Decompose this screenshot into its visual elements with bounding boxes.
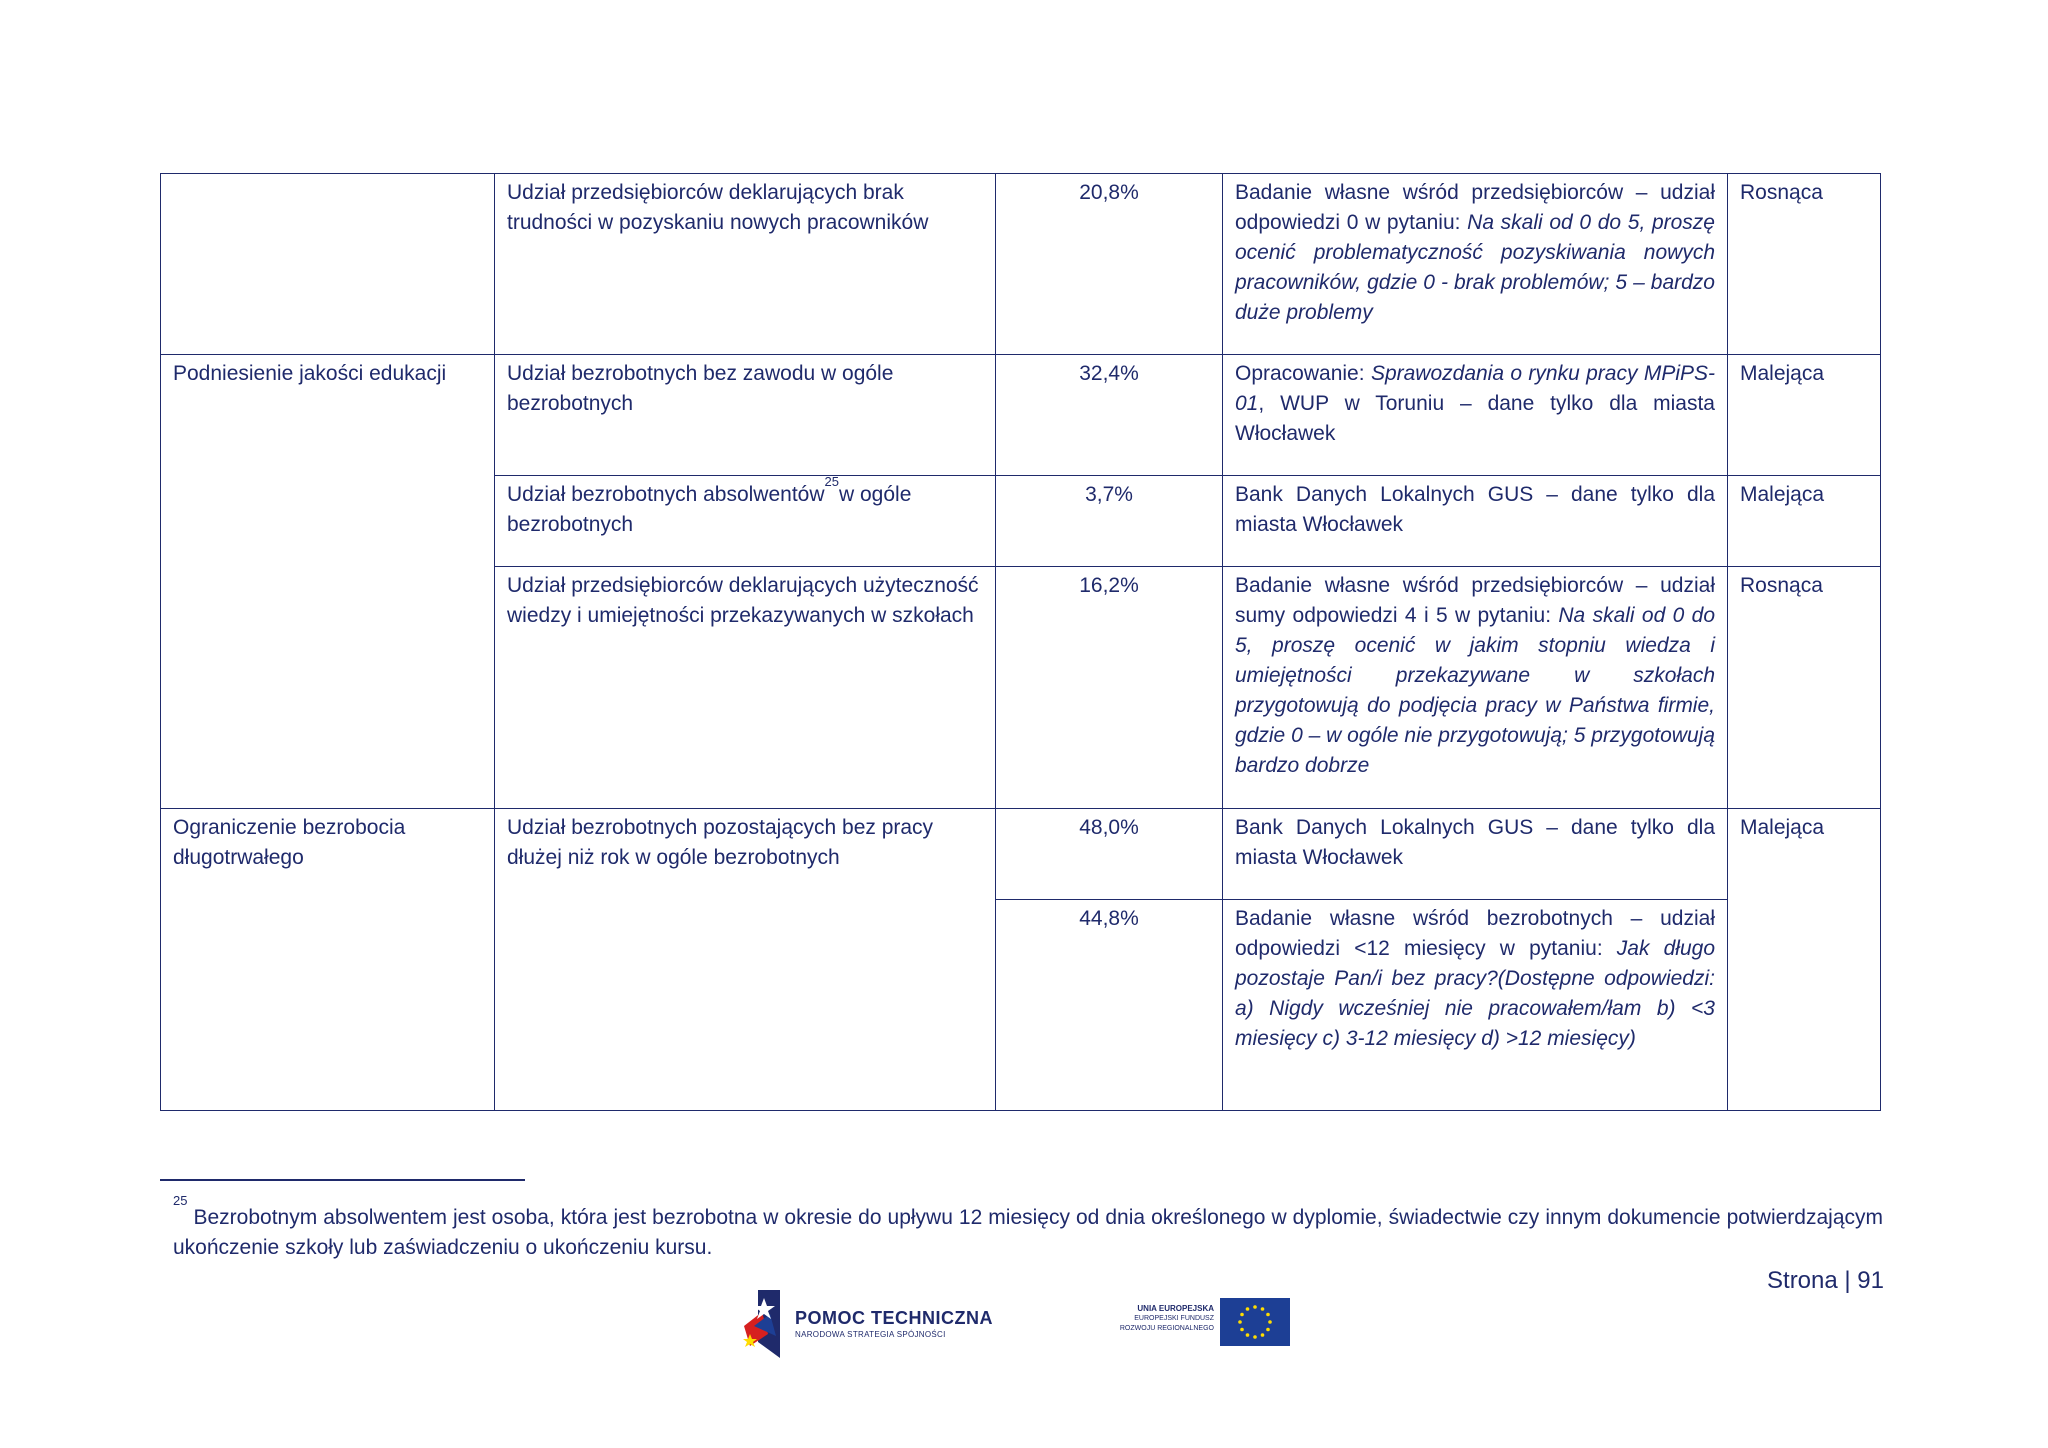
indicator-cell: Udział przedsiębiorców deklarujących użyteczność wiedzy i umiejętności przekazywanych w szkołach — [495, 567, 996, 809]
eu-star-icon — [1261, 1307, 1265, 1311]
eu-logo-line2: EUROPEJSKI FUNDUSZ — [1134, 1315, 1214, 1322]
source-text: Badanie własne wśród przedsiębiorców – udział odpowiedzi 0 w pytaniu: — [1235, 181, 1715, 234]
eu-logo-line1: UNIA EUROPEJSKA — [1137, 1304, 1214, 1313]
trend-cell: Malejąca — [1728, 355, 1881, 476]
eu-star-icon — [1246, 1333, 1250, 1337]
eu-star-icon — [1268, 1320, 1272, 1324]
source-cell — [1223, 900, 1728, 1111]
footnote-ref[interactable]: 25 — [824, 474, 839, 489]
goal-cell: Podniesienie jakości edukacji — [161, 355, 495, 809]
value-cell: 20,8% — [996, 174, 1223, 355]
source-question: Jak długo pozostaje Pan/i bez pracy?(Dostępne odpowiedzi: a) Nigdy wcześniej nie pracowałem/łam b) <3 miesięcy c) 3-12 miesięcy d) >12 miesięcy) — [1235, 937, 1715, 1050]
value-cell: 3,7% — [996, 476, 1223, 567]
source-text: , WUP w Toruniu – dane tylko dla miasta Włocławek — [1235, 392, 1715, 445]
eu-star-icon — [1266, 1313, 1270, 1317]
trend-cell: Malejąca — [1728, 476, 1881, 567]
footnote-number: 25 — [173, 1193, 188, 1208]
table-row — [161, 809, 1881, 900]
footnote-text: Bezrobotnym absolwentem jest osoba, która jest bezrobotna w okresie do upływu 12 miesięcy od dnia określonego w dyplomie, świadectwie czy innym dokumencie potwierdzającym ukończenie szkoły lub zaświadczeniu o ukończeniu kursu. — [173, 1206, 1884, 1259]
value-cell: 44,8% — [996, 900, 1223, 1111]
source-text: Opracowanie: — [1235, 362, 1371, 385]
eu-star-icon — [1240, 1313, 1244, 1317]
trend-cell: Rosnąca — [1728, 567, 1881, 809]
eu-star-icon — [1261, 1333, 1265, 1337]
indicator-cell: Udział przedsiębiorców deklarujących brak trudności w pozyskaniu nowych pracowników — [495, 174, 996, 355]
indicator-text: Udział bezrobotnych absolwentów — [507, 483, 825, 506]
trend-cell: Rosnąca — [1728, 174, 1881, 355]
indicator-text: w ogóle bezrobotnych — [507, 483, 912, 536]
page-number: Strona | 91 — [1767, 1267, 1884, 1294]
source-report: Sprawozdania o rynku pracy MPiPS-01 — [1235, 362, 1716, 415]
eu-star-icon — [1238, 1320, 1242, 1324]
goal-cell-empty — [161, 174, 495, 355]
source-cell: Bank Danych Lokalnych GUS – dane tylko dla miasta Włocławek — [1223, 476, 1728, 567]
eu-logo — [1090, 1298, 1290, 1348]
indicator-cell — [495, 476, 996, 567]
value-cell: 48,0% — [996, 809, 1223, 900]
pomoc-techniczna-logo — [740, 1286, 1000, 1362]
source-cell — [1223, 567, 1728, 809]
source-cell — [1223, 355, 1728, 476]
pomoc-techniczna-emblem-icon — [740, 1286, 788, 1362]
value-cell: 16,2% — [996, 567, 1223, 809]
source-text: Badanie własne wśród przedsiębiorców – udział sumy odpowiedzi 4 i 5 w pytaniu: — [1235, 574, 1715, 627]
eu-star-icon — [1253, 1335, 1257, 1339]
eu-star-icon — [1253, 1305, 1257, 1309]
value-cell: 32,4% — [996, 355, 1223, 476]
source-cell: Bank Danych Lokalnych GUS – dane tylko dla miasta Włocławek — [1223, 809, 1728, 900]
table-row — [161, 355, 1881, 476]
source-question: Na skali od 0 do 5, proszę ocenić problematyczność pozyskiwania nowych pracowników, gdzie 0 - brak problemów; 5 – bardzo duże problemy — [1235, 211, 1715, 324]
eu-flag-icon — [1220, 1298, 1290, 1346]
eu-star-icon — [1246, 1307, 1250, 1311]
footnote — [173, 1193, 1884, 1263]
source-text: Badanie własne wśród bezrobotnych – udział odpowiedzi <12 miesięcy w pytaniu: — [1235, 907, 1715, 960]
source-cell — [1223, 174, 1728, 355]
eu-logo-line3: ROZWOJU REGIONALNEGO — [1119, 1325, 1214, 1332]
indicator-cell: Udział bezrobotnych pozostających bez pracy dłużej niż rok w ogóle bezrobotnych — [495, 809, 996, 1111]
source-question: Na skali od 0 do 5, proszę ocenić w jakim stopniu wiedza i umiejętności przekazywane w szkołach przygotowują do podjęcia pracy w Państwa firmie, gdzie 0 – w ogóle nie przygotowują; 5 przygotowują bardzo dobrze — [1235, 604, 1716, 777]
footnote-separator — [160, 1179, 525, 1181]
pomoc-techniczna-title: POMOC TECHNICZNA — [795, 1308, 993, 1328]
indicator-cell: Udział bezrobotnych bez zawodu w ogóle bezrobotnych — [495, 355, 996, 476]
trend-cell: Malejąca — [1728, 809, 1881, 1111]
eu-star-icon — [1240, 1328, 1244, 1332]
goal-cell: Ograniczenie bezrobocia długotrwałego — [161, 809, 495, 1111]
indicators-table — [160, 173, 1881, 1111]
pomoc-techniczna-subtitle: NARODOWA STRATEGIA SPÓJNOŚCI — [795, 1330, 946, 1339]
eu-star-icon — [1266, 1328, 1270, 1332]
table-row — [161, 174, 1881, 355]
